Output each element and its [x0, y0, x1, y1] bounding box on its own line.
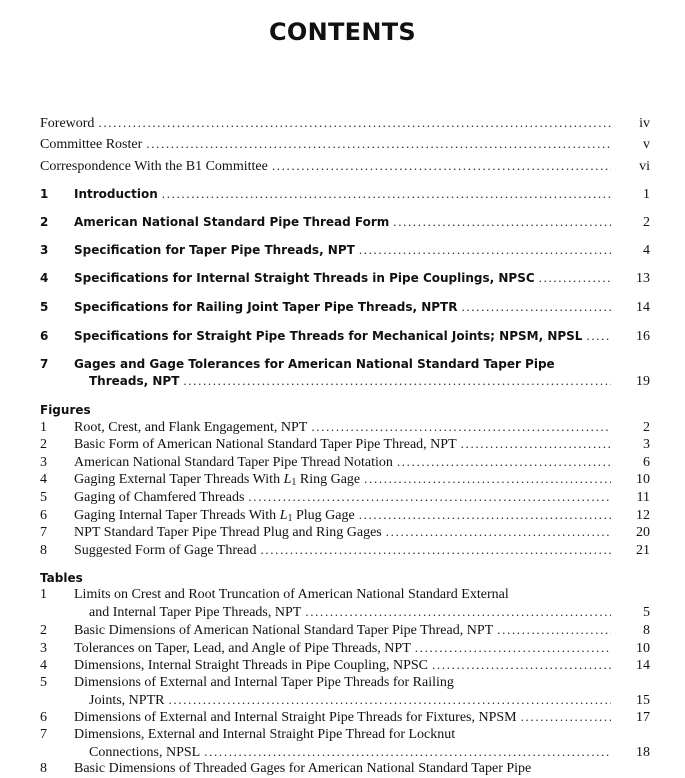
entry-page: 10 [636, 641, 650, 656]
entry-label: Introduction [74, 187, 158, 201]
entry-page: 8 [643, 623, 650, 638]
toc-entry-committee-roster[interactable] [40, 135, 650, 153]
entry-number: 7 [40, 727, 47, 742]
entry-page: 14 [636, 658, 650, 673]
toc-table-2[interactable] [40, 621, 650, 639]
toc-table-1-continued[interactable] [40, 603, 650, 621]
toc-table-1[interactable] [40, 586, 650, 604]
entry-number: 3 [40, 243, 49, 257]
entry-number: 4 [40, 658, 47, 673]
entry-label-continued: and Internal Taper Pipe Threads, NPT [89, 605, 302, 620]
entry-number: 4 [40, 472, 47, 487]
entry-page: v [643, 137, 650, 152]
entry-number: 3 [40, 641, 47, 656]
entry-label: Limits on Crest and Root Truncation of American National Standard External [74, 587, 509, 602]
entry-number: 3 [40, 455, 47, 470]
toc-table-6[interactable] [40, 708, 650, 726]
toc-section-3[interactable] [40, 241, 650, 259]
entry-number: 5 [40, 490, 47, 505]
toc-table-4[interactable] [40, 656, 650, 674]
entry-page: 20 [636, 525, 650, 540]
toc-section-7-continued[interactable] [40, 372, 650, 390]
toc-table-7[interactable] [40, 726, 650, 744]
toc-section-4[interactable] [40, 269, 650, 287]
entry-label: Specification for Taper Pipe Threads, NPT [74, 243, 355, 257]
entry-label: Dimensions of External and Internal Taper Pipe Threads for Railing [74, 675, 454, 690]
entry-label: NPT Standard Taper Pipe Thread Plug and Ring Gages [74, 525, 382, 540]
entry-page: 2 [643, 215, 650, 230]
entry-page: 6 [643, 455, 650, 470]
entry-label: Tolerances on Taper, Lead, and Angle of Pipe Threads, NPT [74, 641, 411, 656]
entry-number: 2 [40, 623, 47, 638]
toc-table-3[interactable] [40, 639, 650, 657]
entry-label: Dimensions, Internal Straight Threads in Pipe Coupling, NPSC [74, 658, 429, 673]
entry-label: Root, Crest, and Flank Engagement, NPT [74, 420, 308, 435]
entry-page: 17 [636, 710, 650, 725]
entry-label: American National Standard Taper Pipe Thread Notation [74, 455, 393, 470]
entry-label: Gages and Gage Tolerances for American National Standard Taper Pipe [74, 357, 555, 371]
entry-number: 1 [40, 587, 47, 602]
entry-label-continued: Joints, NPTR [89, 693, 165, 708]
entry-label: Specifications for Railing Joint Taper Pipe Threads, NPTR [74, 300, 458, 314]
toc-table-5-continued[interactable] [40, 691, 650, 709]
entry-page: 21 [636, 543, 650, 558]
entry-number: 1 [40, 420, 47, 435]
toc-figure-3[interactable] [40, 453, 650, 471]
entry-number: 6 [40, 710, 47, 725]
entry-label: Dimensions, External and Internal Straight Pipe Thread for Locknut [74, 727, 456, 742]
entry-label-continued: Threads, NPT [89, 374, 180, 388]
toc-section-1[interactable] [40, 185, 650, 203]
entry-label: Dimensions of External and Internal Straight Pipe Threads for Fixtures, NPSM [74, 710, 517, 725]
toc-figure-8[interactable] [40, 541, 650, 559]
entry-page: 14 [636, 300, 650, 315]
toc-figure-6[interactable] [40, 506, 650, 524]
entry-number: 4 [40, 271, 49, 285]
entry-page: 5 [643, 605, 650, 620]
entry-page: 16 [636, 329, 650, 344]
entry-label: Gaging Internal Taper Threads With L1 Plug Gage [74, 508, 355, 524]
entry-number: 2 [40, 437, 47, 452]
entry-page: 3 [643, 437, 650, 452]
toc-section-6[interactable] [40, 327, 650, 345]
entry-number: 5 [40, 300, 49, 314]
entry-number: 5 [40, 675, 47, 690]
entry-number: 1 [40, 187, 49, 201]
entry-label: Suggested Form of Gage Thread [74, 543, 257, 558]
page-title: CONTENTS [268, 18, 416, 46]
toc-section-5[interactable] [40, 298, 650, 316]
entry-label: Foreword [40, 116, 95, 131]
entry-page: 11 [636, 490, 650, 505]
entry-label: Basic Dimensions of American National Standard Taper Pipe Thread, NPT [74, 623, 494, 638]
entry-page: 4 [643, 243, 650, 258]
toc-entry-foreword[interactable] [40, 114, 650, 132]
toc-figure-1[interactable] [40, 418, 650, 436]
toc-entry-correspondence[interactable] [40, 157, 650, 175]
toc-table-8[interactable] [40, 760, 650, 778]
entry-page: 1 [643, 187, 650, 202]
entry-label: Gaging External Taper Threads With L1 Ring Gage [74, 472, 361, 488]
entry-label: Specifications for Straight Pipe Threads for Mechanical Joints; NPSM, NPSL [74, 329, 583, 343]
entry-label: American National Standard Pipe Thread Form [74, 215, 390, 229]
entry-number: 2 [40, 215, 49, 229]
entry-page: 18 [636, 745, 650, 760]
entry-label: Specifications for Internal Straight Threads in Pipe Couplings, NPSC [74, 271, 535, 285]
entry-page: 12 [636, 508, 650, 523]
toc-figure-5[interactable] [40, 488, 650, 506]
entry-page: 13 [636, 271, 650, 286]
entry-label: Basic Form of American National Standard Taper Pipe Thread, NPT [74, 437, 457, 452]
entry-label-continued: Connections, NPSL [89, 745, 201, 760]
entry-number: 7 [40, 525, 47, 540]
toc-figure-2[interactable] [40, 435, 650, 453]
entry-page: 15 [636, 693, 650, 708]
toc-table-5[interactable] [40, 674, 650, 692]
toc-figure-7[interactable] [40, 523, 650, 541]
entry-page: 19 [636, 374, 650, 389]
entry-page: iv [639, 116, 650, 131]
entry-page: 2 [643, 420, 650, 435]
toc-figure-4[interactable] [40, 470, 650, 488]
entry-label: Committee Roster [40, 137, 143, 152]
figures-heading: Figures [40, 403, 91, 417]
tables-heading: Tables [40, 571, 83, 585]
entry-number: 8 [40, 543, 47, 558]
entry-page: 10 [636, 472, 650, 487]
entry-number: 6 [40, 508, 47, 523]
entry-number: 6 [40, 329, 49, 343]
entry-page: vi [639, 159, 650, 174]
toc-table-7-continued[interactable] [40, 743, 650, 761]
toc-section-2[interactable] [40, 213, 650, 231]
entry-number: 8 [40, 761, 47, 776]
entry-number: 7 [40, 357, 49, 371]
toc-section-7[interactable] [40, 355, 650, 373]
entry-label: Gaging of Chamfered Threads [74, 490, 245, 505]
entry-label: Correspondence With the B1 Committee [40, 159, 268, 174]
entry-label: Basic Dimensions of Threaded Gages for American National Standard Taper Pipe [74, 761, 532, 776]
